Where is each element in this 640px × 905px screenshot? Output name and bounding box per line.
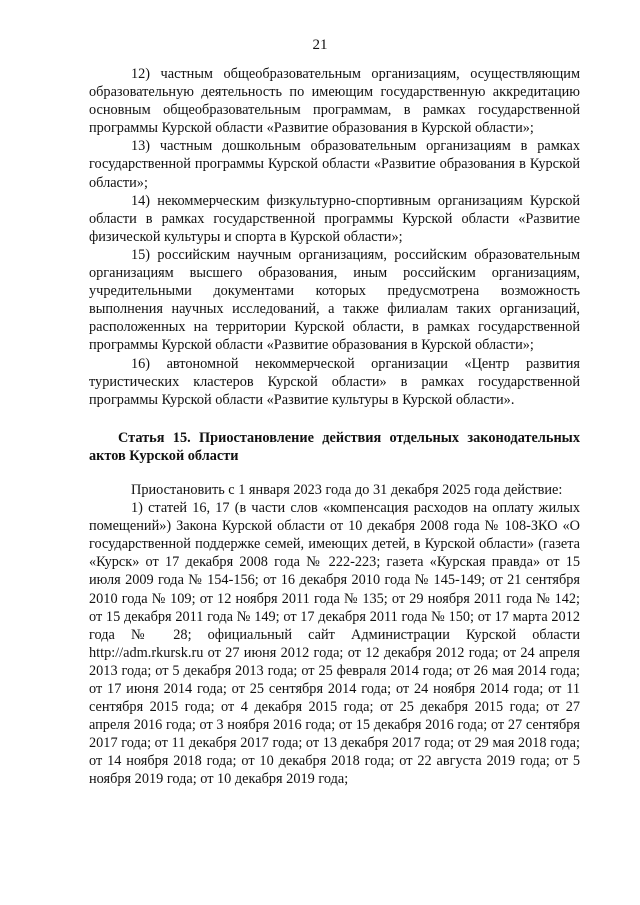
list-item-15: 15) российским научным организациям, российским образовательным организациям высшего образования, иным российским организациям, учредительными документами которых предусмотрена возможность выполнения научных исследований, а также филиалам таких организаций, расположенных на территории Курской области, в рамках государственной программы Курской области «Развитие образования в Курской области»; [89, 246, 580, 354]
document-body [89, 65, 580, 789]
list-item-14: 14) некоммерческим физкультурно-спортивным организациям Курской области в рамках государственной программы Курской области «Развитие физической культуры и спорта в Курской области»; [89, 192, 580, 245]
list-item-13: 13) частным дошкольным образовательным организациям в рамках государственной программы Курской области «Развитие образования в Курской области»; [89, 138, 580, 191]
page-number: 21 [312, 37, 328, 53]
article-item-1: 1) статей 16, 17 (в части слов «компенсация расходов на оплату жилых помещений») Закона Курской области от 10 декабря 2008 года № 108-ЗКО «О государственной поддержке семей, имеющих детей, в Курской области» (газета «Курск» от 17 декабря 2008 года № 222-223; газета «Курская правда» от 15 июля 2009 года № 154-156; от 16 декабря 2010 года № 145-149; от 21 сентября 2010 года № 109; от 12 ноября 2011 года № 135; от 29 ноября 2011 года № 142; от 15 декабря 2011 года № 149; от 17 декабря 2011 года № 150; от 17 марта 2012 года № 28; официальный сайт Администрации Курской области http://adm.rkursk.ru от 27 июня 2012 года; от 12 декабря 2012 года; от 24 апреля 2013 года; от 5 декабря 2013 года; от 25 февраля 2014 года; от 26 мая 2014 года; от 17 июня 2014 года; от 25 сентября 2014 года; от 24 ноября 2014 года; от 11 сентября 2015 года; от 4 декабря 2015 года; от 25 декабря 2015 года; от 27 апреля 2016 года; от 3 ноября 2016 года; от 15 декабря 2016 года; от 27 сентября 2017 года; от 11 декабря 2017 года; от 13 декабря 2017 года; от 29 мая 2018 года; от 14 ноября 2018 года; от 10 декабря 2018 года; от 22 августа 2019 года; от 5 ноября 2019 года; от 10 декабря 2019 года; [89, 500, 580, 788]
article-intro: Приостановить с 1 января 2023 года до 31 декабря 2025 года действие: [131, 481, 563, 498]
list-item-16: 16) автономной некоммерческой организации «Центр развития туристических кластеров Курской области» в рамках государственной программы Курской области «Развитие культуры в Курской области». [89, 355, 580, 408]
list-item-12: 12) частным общеобразовательным организациям, осуществляющим образовательную деятельность по имеющим государственную аккредитацию основным общеобразовательным программам, в рамках государственной программы Курской области «Развитие образования в Курской области»; [89, 66, 580, 137]
article-heading: Статья 15. Приостановление действия отдельных законодательных актов Курской области [89, 429, 580, 464]
